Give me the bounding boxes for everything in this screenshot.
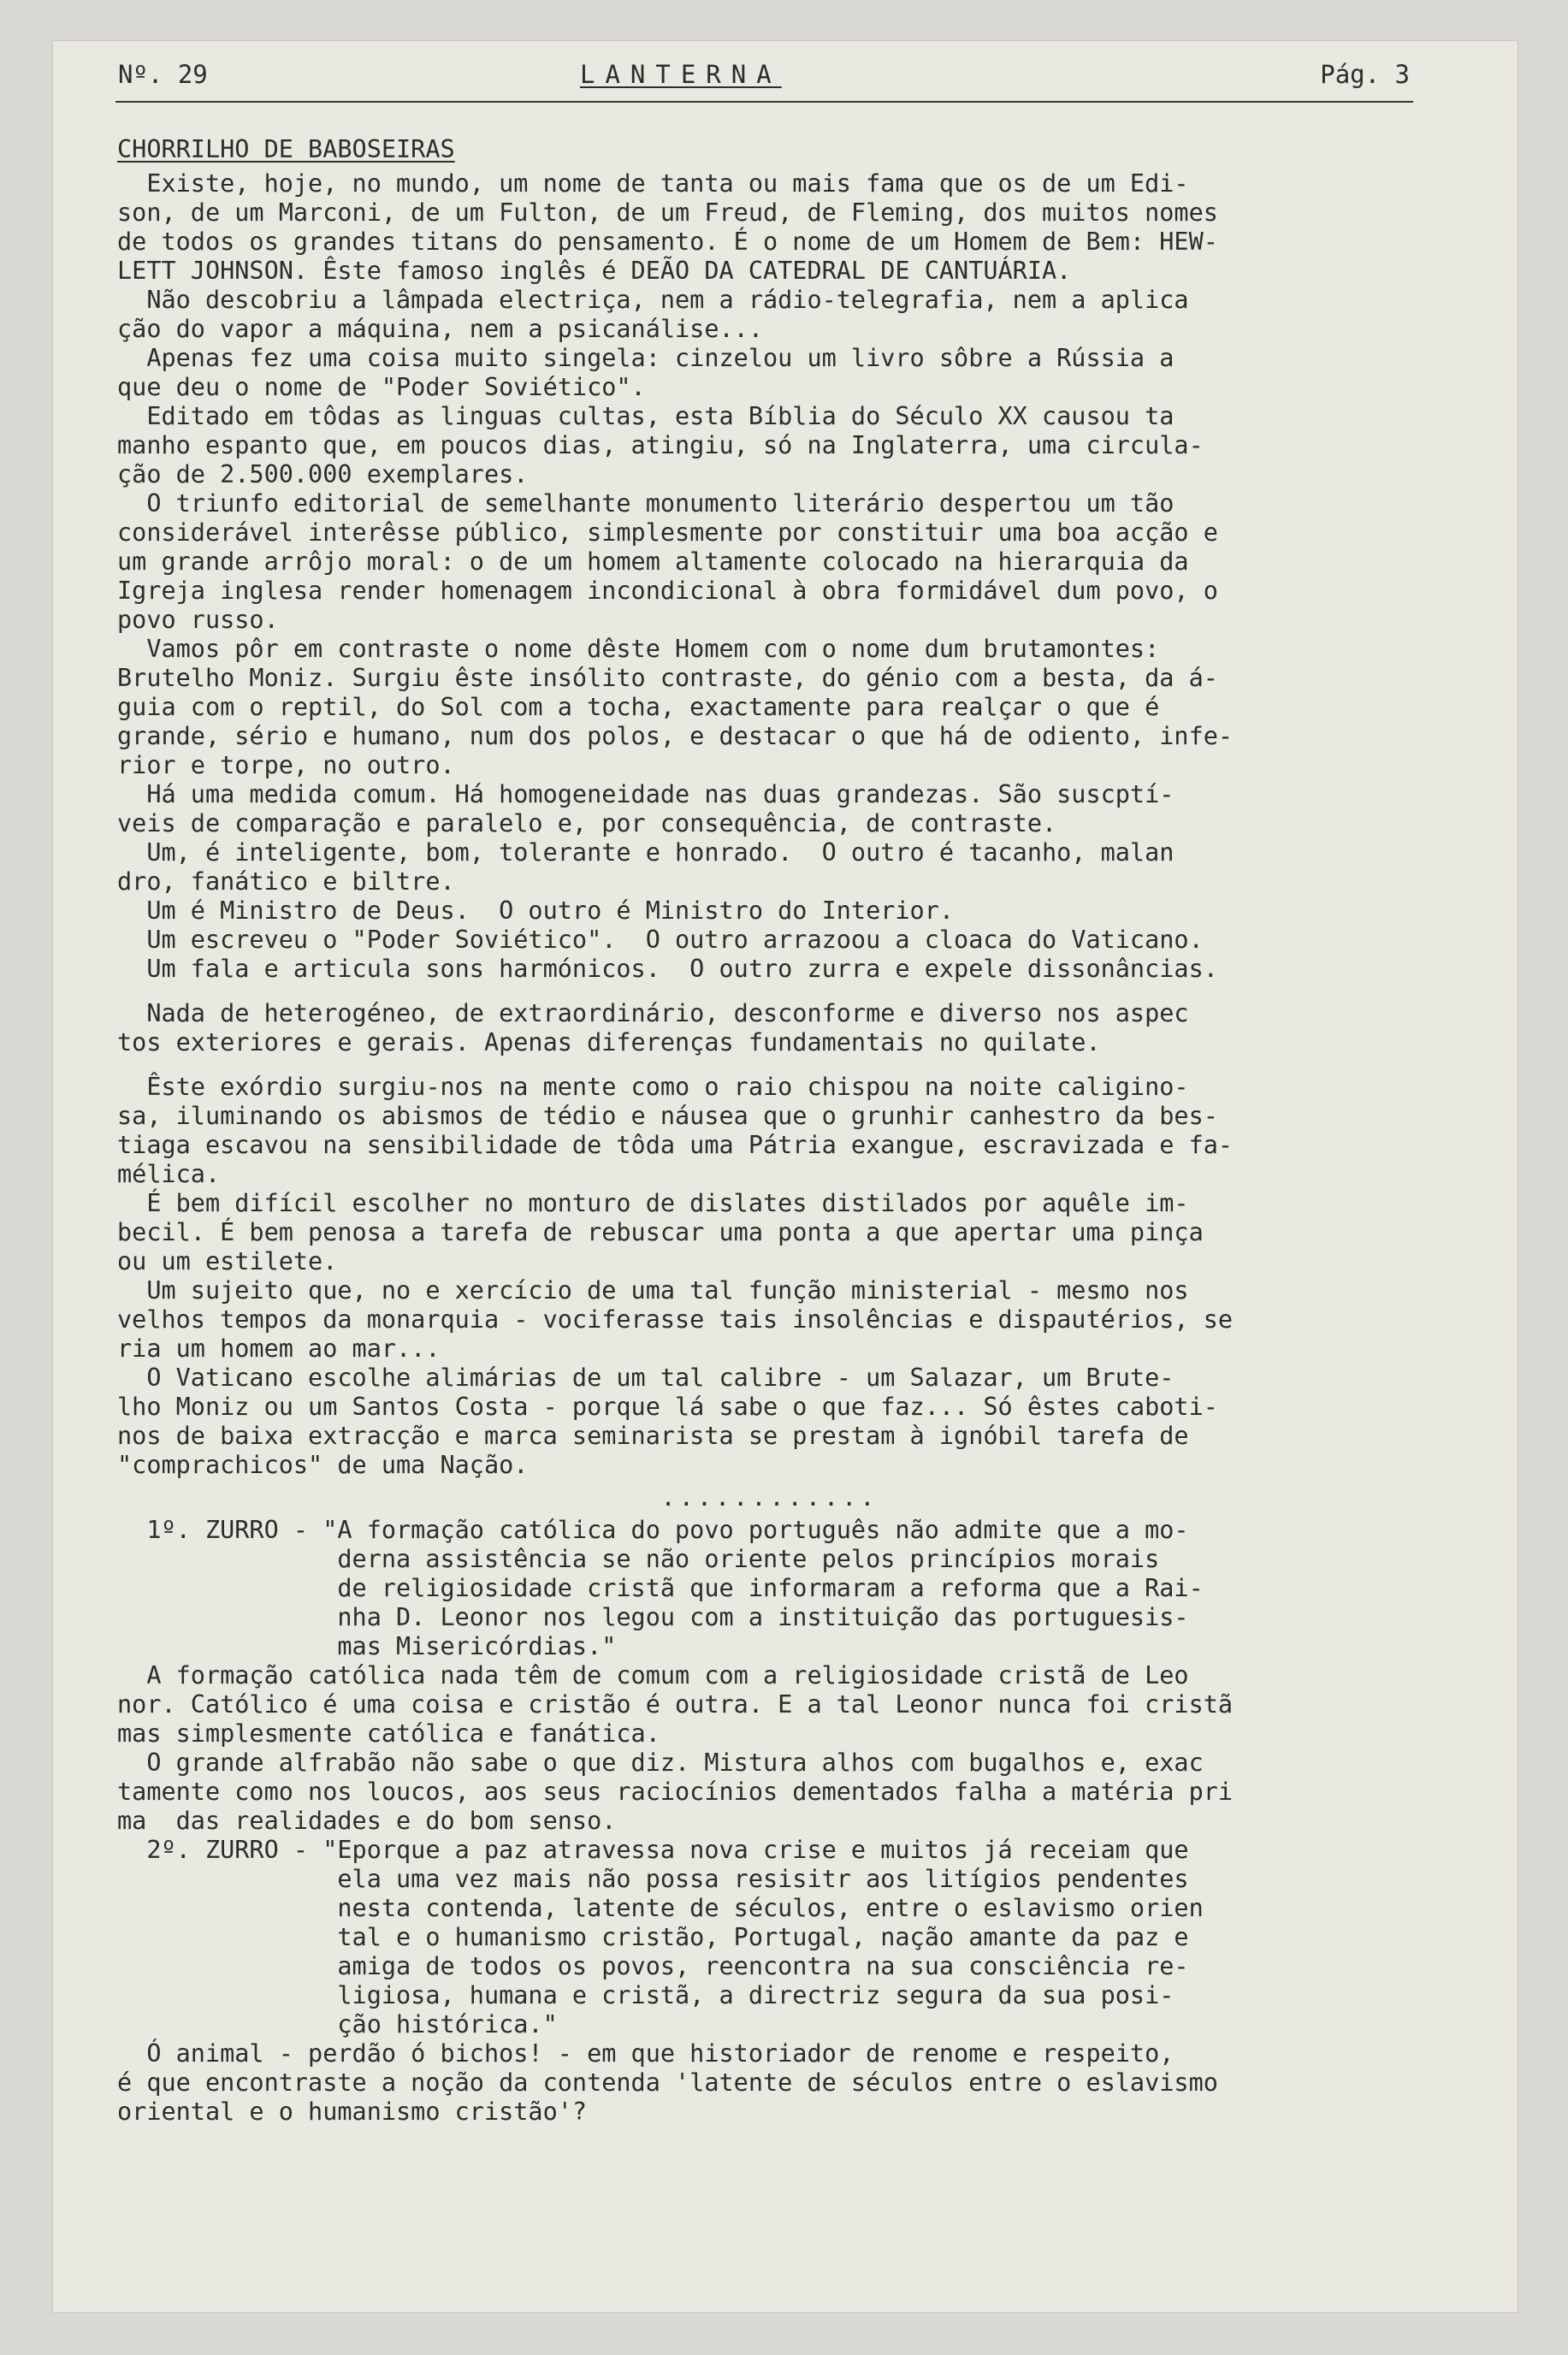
page-number: Pág. 3	[1320, 60, 1410, 89]
text-line: ção de 2.500.000 exemplares.	[117, 460, 529, 488]
text-line: um grande arrôjo moral: o de um homem altamente colocado na hierarquia da	[117, 547, 1189, 576]
text-line: ou um estilete.	[117, 1247, 338, 1275]
text-line: 2º. ZURRO - "Eporque a paz atravessa nova crise e muitos já receiam que	[117, 1836, 1189, 1864]
text-line: mas Misericórdias."	[117, 1632, 617, 1660]
paragraph-gap	[117, 984, 1422, 999]
text-line: ção do vapor a máquina, nem a psicanálise...	[117, 315, 763, 343]
text-line: veis de comparação e paralelo e, por consequência, de contraste.	[117, 809, 1057, 837]
text-line: Um é Ministro de Deus. O outro é Ministro do Interior.	[117, 896, 955, 925]
text-line: mas simplesmente católica e fanática.	[117, 1719, 660, 1748]
text-line: Brutelho Moniz. Surgiu êste insólito contraste, do génio com a besta, da á-	[117, 664, 1218, 692]
text-line: de todos os grandes titans do pensamento. É o nome de um Homem de Bem: HEW-	[117, 228, 1218, 256]
text-line: O triunfo editorial de semelhante monumento literário despertou um tão	[117, 489, 1175, 518]
text-line: Vamos pôr em contraste o nome dêste Homem com o nome dum brutamontes:	[117, 635, 1160, 663]
text-line: Um fala e articula sons harmónicos. O outro zurra e expele dissonâncias.	[117, 955, 1218, 983]
text-line: 1º. ZURRO - "A formação católica do povo português não admite que a mo-	[117, 1516, 1189, 1544]
text-line: que deu o nome de "Poder Soviético".	[117, 373, 646, 401]
section-separator: ............	[660, 1483, 879, 1512]
text-line: de religiosidade cristã que informaram a reforma que a Rai-	[117, 1574, 1204, 1602]
article	[117, 135, 1422, 2127]
text-line: tamente como nos loucos, aos seus raciocínios dementados falha a matéria pri	[117, 1778, 1234, 1806]
text-line: Um sujeito que, no e xercício de uma tal função ministerial - mesmo nos	[117, 1276, 1189, 1305]
text-line: O grande alfrabão não sabe o que diz. Mistura alhos com bugalhos e, exac	[117, 1748, 1204, 1777]
text-line: amiga de todos os povos, reencontra na sua consciência re-	[117, 1952, 1189, 1980]
text-line: tal e o humanismo cristão, Portugal, nação amante da paz e	[117, 1923, 1189, 1951]
text-line: povo russo.	[117, 606, 279, 634]
text-line: O Vaticano escolhe alimárias de um tal calibre - um Salazar, um Brute-	[117, 1364, 1175, 1392]
text-line: mélica.	[117, 1160, 221, 1188]
newspaper-title: LANTERNA	[580, 60, 782, 89]
text-line: Não descobriu a lâmpada electriça, nem a rádio-telegrafia, nem a aplica	[117, 286, 1189, 314]
text-line: nor. Católico é uma coisa e cristão é outra. E a tal Leonor nunca foi cristã	[117, 1690, 1234, 1719]
text-line: Editado em tôdas as linguas cultas, esta Bíblia do Século XX causou ta	[117, 402, 1175, 430]
text-line: tiaga escavou na sensibilidade de tôda uma Pátria exangue, escravizada e fa-	[117, 1131, 1234, 1159]
text-line: Nada de heterogéneo, de extraordinário, desconforme e diverso nos aspec	[117, 999, 1189, 1027]
reply-zurro-2	[117, 2039, 1422, 2127]
text-line: velhos tempos da monarquia - vociferasse tais insolências e dispautérios, se	[117, 1305, 1234, 1334]
text-line: ela uma vez mais não possa resisitr aos litígios pendentes	[117, 1865, 1189, 1893]
text-line: considerável interêsse público, simplesmente por constituir uma boa acção e	[117, 518, 1218, 547]
text-line: manho espanto que, em poucos dias, atingiu, só na Inglaterra, uma circula-	[117, 431, 1204, 459]
header-rule	[115, 101, 1413, 103]
text-line: becil. É bem penosa a tarefa de rebuscar uma ponta a que apertar uma pinça	[117, 1218, 1204, 1246]
text-line: nos de baixa extracção e marca seminarista se prestam à ignóbil tarefa de	[117, 1422, 1189, 1450]
text-line: É bem difícil escolher no monturo de dislates distilados por aquêle im-	[117, 1189, 1189, 1217]
text-line: son, de um Marconi, de um Fulton, de um Freud, de Fleming, dos muitos nomes	[117, 198, 1218, 227]
text-line: Há uma medida comum. Há homogeneidade nas duas grandezas. São suscptí-	[117, 780, 1175, 808]
issue-number: Nº. 29	[118, 60, 208, 89]
quote-zurro-1	[117, 1516, 1422, 1661]
text-line: ção histórica."	[117, 2010, 558, 2038]
page-header	[118, 60, 1410, 103]
text-line: LETT JOHNSON. Êste famoso inglês é DEÃO DA CATEDRAL DE CANTUÁRIA.	[117, 257, 1072, 285]
article-heading: CHORRILHO DE BABOSEIRAS	[117, 135, 455, 163]
text-line: guia com o reptil, do Sol com a tocha, exactamente para realçar o que é	[117, 693, 1160, 721]
text-line: Um, é inteligente, bom, tolerante e honrado. O outro é tacanho, malan	[117, 838, 1175, 867]
text-line: nesta contenda, latente de séculos, entre o eslavismo orien	[117, 1894, 1204, 1922]
text-line: A formação católica nada têm de comum com a religiosidade cristã de Leo	[117, 1661, 1189, 1689]
text-line: Existe, hoje, no mundo, um nome de tanta ou mais fama que os de um Edi-	[117, 169, 1189, 198]
text-line: derna assistência se não oriente pelos princípios morais	[117, 1545, 1160, 1573]
text-line: Êste exórdio surgiu-nos na mente como o raio chispou na noite caligino-	[117, 1073, 1189, 1101]
text-line: Apenas fez uma coisa muito singela: cinzelou um livro sôbre a Rússia a	[117, 344, 1175, 372]
paragraph-gap	[117, 1057, 1422, 1073]
reply-zurro-1	[117, 1661, 1422, 1836]
text-line: ma das realidades e do bom senso.	[117, 1807, 617, 1835]
text-line: rior e torpe, no outro.	[117, 751, 455, 779]
text-line: nha D. Leonor nos legou com a instituição das portuguesis-	[117, 1603, 1189, 1631]
text-line: sa, iluminando os abismos de tédio e náusea que o grunhir canhestro da bes-	[117, 1102, 1218, 1130]
text-line: Um escreveu o "Poder Soviético". O outro arrazoou a cloaca do Vaticano.	[117, 926, 1204, 954]
text-line: ligiosa, humana e cristã, a directriz segura da sua posi-	[117, 1981, 1175, 2009]
text-line: ria um homem ao mar...	[117, 1334, 441, 1363]
text-line: lho Moniz ou um Santos Costa - porque lá sabe o que faz... Só êstes caboti-	[117, 1393, 1218, 1421]
text-line: Igreja inglesa render homenagem incondicional à obra formidável dum povo, o	[117, 577, 1218, 605]
quote-zurro-2	[117, 1836, 1422, 2039]
text-line: é que encontraste a noção da contenda 'latente de séculos entre o eslavismo	[117, 2068, 1218, 2097]
text-line: grande, sério e humano, num dos polos, e destacar o que há de odiento, infe-	[117, 722, 1234, 750]
text-line: "comprachicos" de uma Nação.	[117, 1451, 529, 1479]
text-line: oriental e o humanismo cristão'?	[117, 2098, 588, 2126]
text-line: tos exteriores e gerais. Apenas diferenças fundamentais no quilate.	[117, 1028, 1101, 1056]
text-line: Ó animal - perdão ó bichos! - em que historiador de renome e respeito,	[117, 2039, 1175, 2068]
text-line: dro, fanático e biltre.	[117, 867, 455, 896]
article-body	[117, 169, 1422, 1480]
